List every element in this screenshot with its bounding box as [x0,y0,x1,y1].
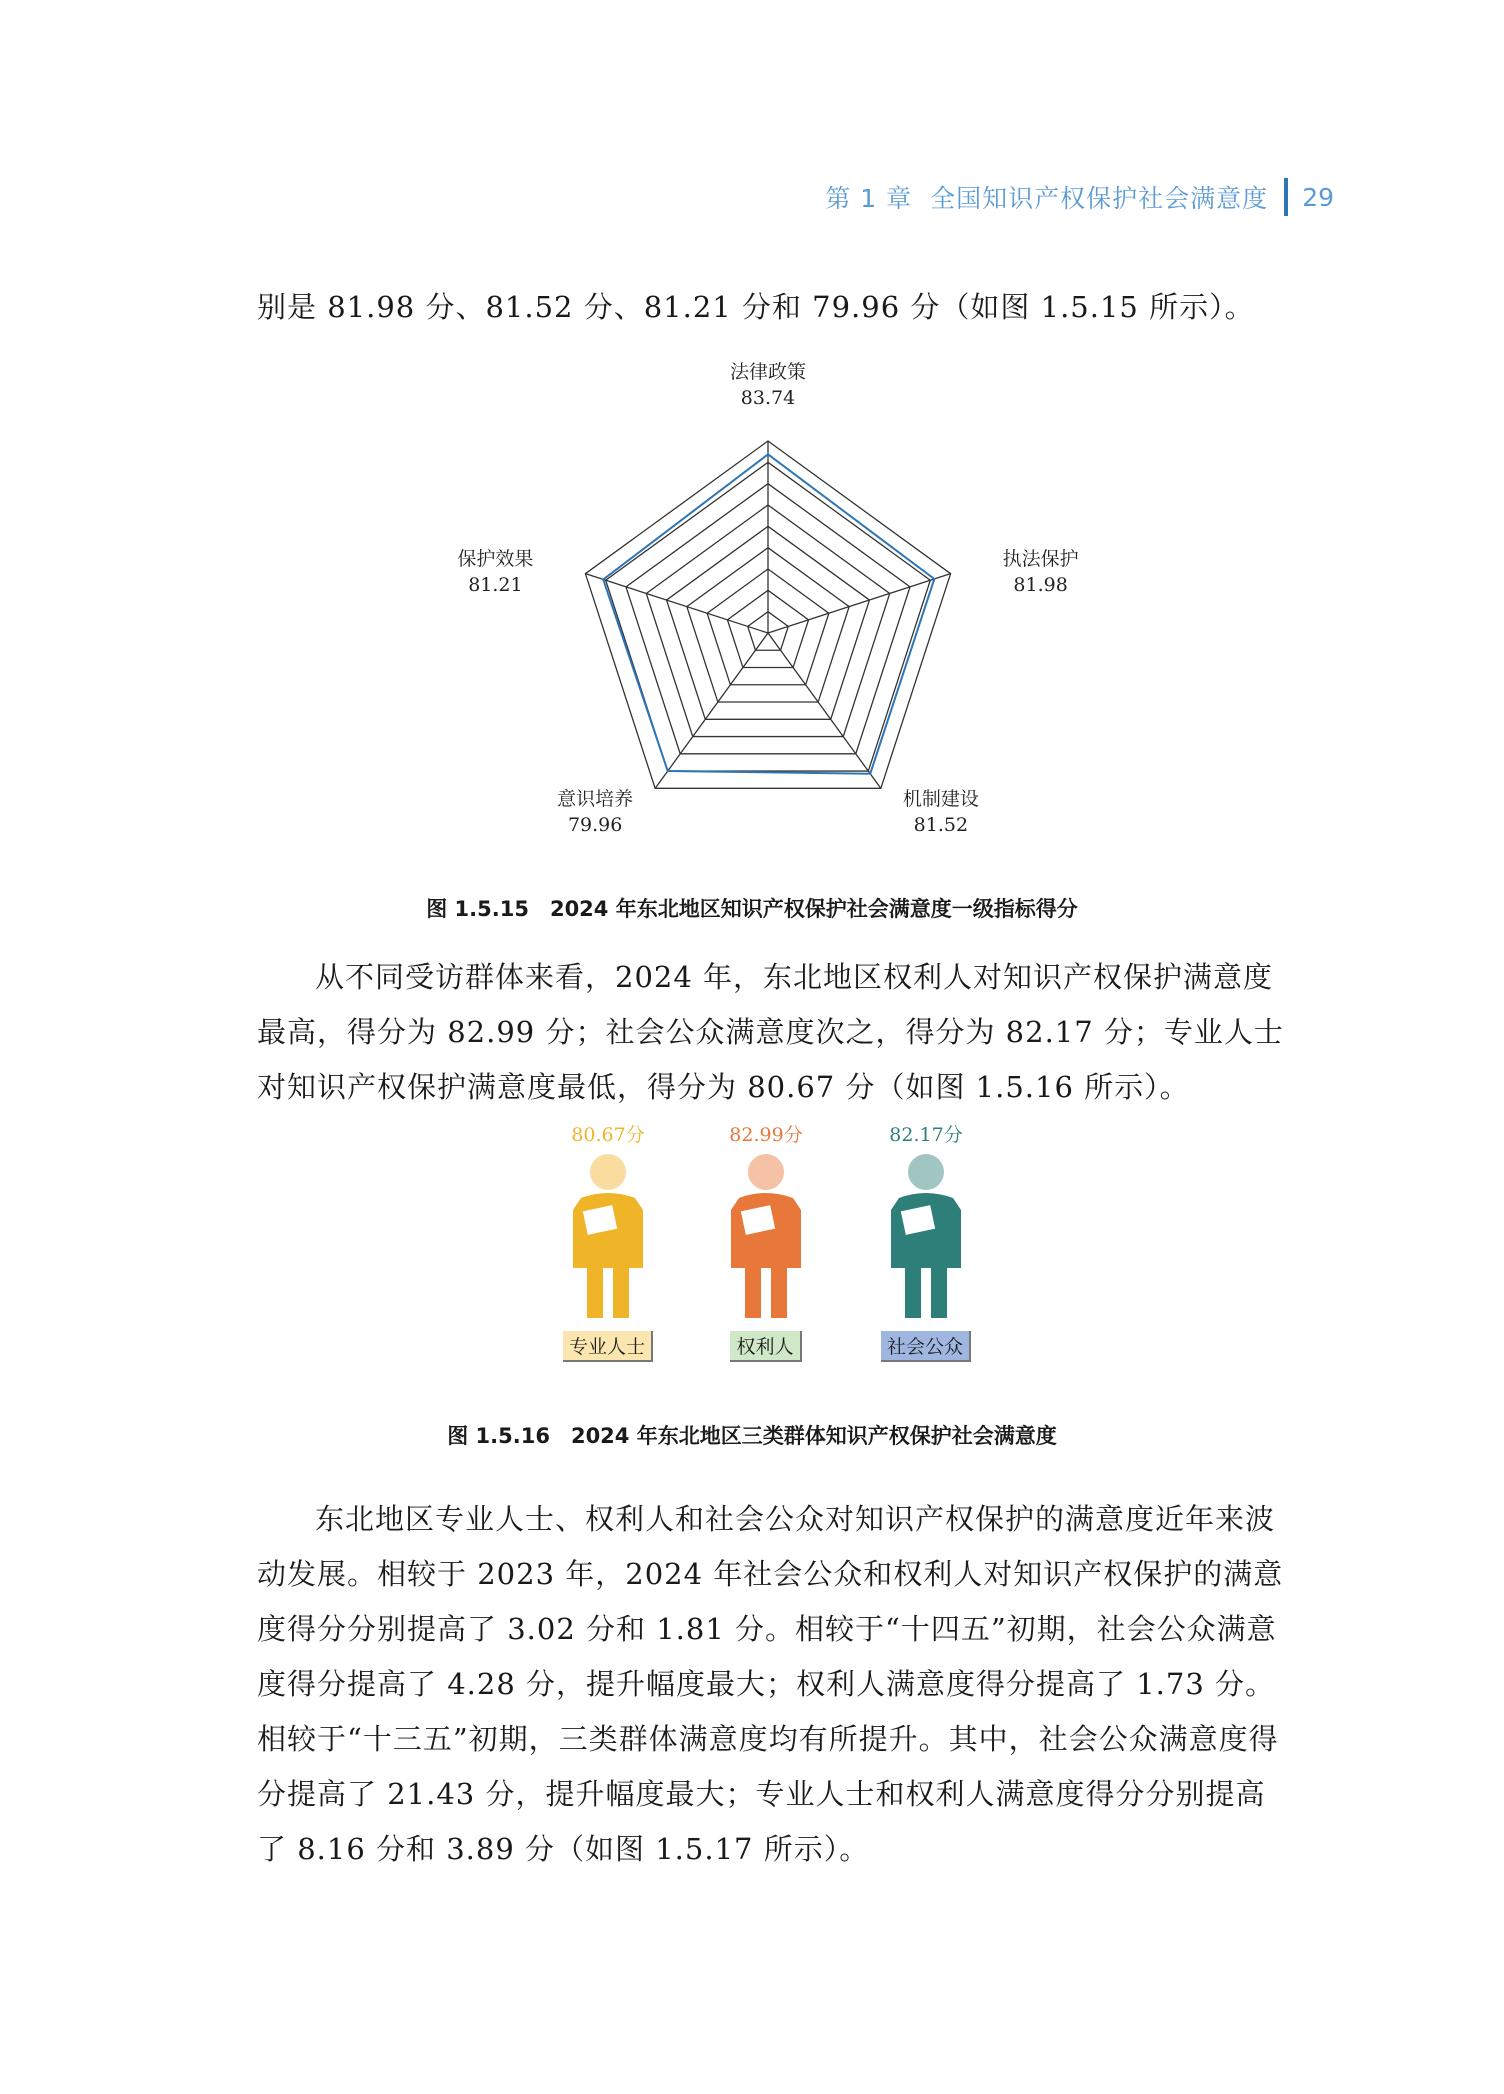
radar-spoke [768,633,881,788]
radar-axis-value: 81.52 [913,814,969,837]
radar-axis-name: 执法保护 [1002,547,1079,570]
person-icon [881,1150,971,1325]
radar-axis-value: 79.96 [567,814,623,837]
group-score: 80.67分 [571,1124,645,1146]
radar-axis-label [395,546,595,598]
radar-axis-name: 意识培养 [557,788,634,811]
radar-axis-label [841,786,1041,838]
radar-axis-name: 法律政策 [729,361,806,383]
group-score: 82.17分 [889,1124,963,1146]
paragraph-1: 别是 81.98 分、81.52 分、81.21 分和 79.96 分（如图 1.5.15 所示）。 [257,290,1255,324]
group-label: 权利人 [730,1331,801,1362]
header-divider [1284,178,1288,216]
radar-axis-label [668,359,868,411]
person-icon [721,1150,811,1325]
chapter-number: 第 1 章 [825,184,913,213]
radar-axis-label [495,786,695,838]
page-number: 29 [1302,182,1334,212]
group-professional [528,1120,688,1362]
group-score: 82.99分 [729,1124,803,1146]
figure-1-caption: 图 1.5.15 2024 年东北地区知识产权保护社会满意度一级指标得分 [426,897,1078,921]
group-public [846,1120,1006,1362]
group-label: 社会公众 [881,1331,971,1362]
radar-axis-value: 81.21 [468,573,523,596]
radar-chart [0,350,1504,870]
paragraph-3: 东北地区专业人士、权利人和社会公众对知识产权保护的满意度近年来波动发展。相较于 2023 年，2024 年社会公众和权利人对知识产权保护的满意度得分分别提高了 3.02 分和 1.81 分。相较于“十四五”初期，社会公众满意度得分提高了 4.28 分，提升幅度最大；权利人满意度得分提高了 1.73 分。相较于“十三五”初期，三类群体满意度均有所提升。其中，社会公众满意度得分提高了 21.43 分，提升幅度最大；专业人士和权利人满意度得分分别提高了 8.16 分和 3.89 分（如图 1.5.17 所示）。 [257,1502,1284,1866]
group-figure [0,1120,1504,1380]
figure-2-caption: 图 1.5.16 2024 年东北地区三类群体知识产权保护社会满意度 [447,1424,1057,1448]
radar-chart-svg [0,350,1504,870]
group-rights-holder [686,1120,846,1362]
group-label: 专业人士 [563,1331,653,1362]
radar-spoke [655,633,768,788]
radar-axis-value: 81.98 [1013,573,1068,596]
radar-axis-label [941,546,1141,598]
radar-axis-name: 保护效果 [457,547,534,570]
running-header [825,178,1334,216]
radar-axis-name: 机制建设 [902,788,979,811]
chapter-title: 全国知识产权保护社会满意度 [930,184,1269,213]
person-icon [563,1150,653,1325]
radar-axis-value: 83.74 [740,387,796,409]
paragraph-2: 从不同受访群体来看，2024 年，东北地区权利人对知识产权保护满意度最高，得分为 82.99 分；社会公众满意度次之，得分为 82.17 分；专业人士对知识产权保护满意度最低，得分为 80.67 分（如图 1.5.16 所示）。 [257,960,1284,1104]
